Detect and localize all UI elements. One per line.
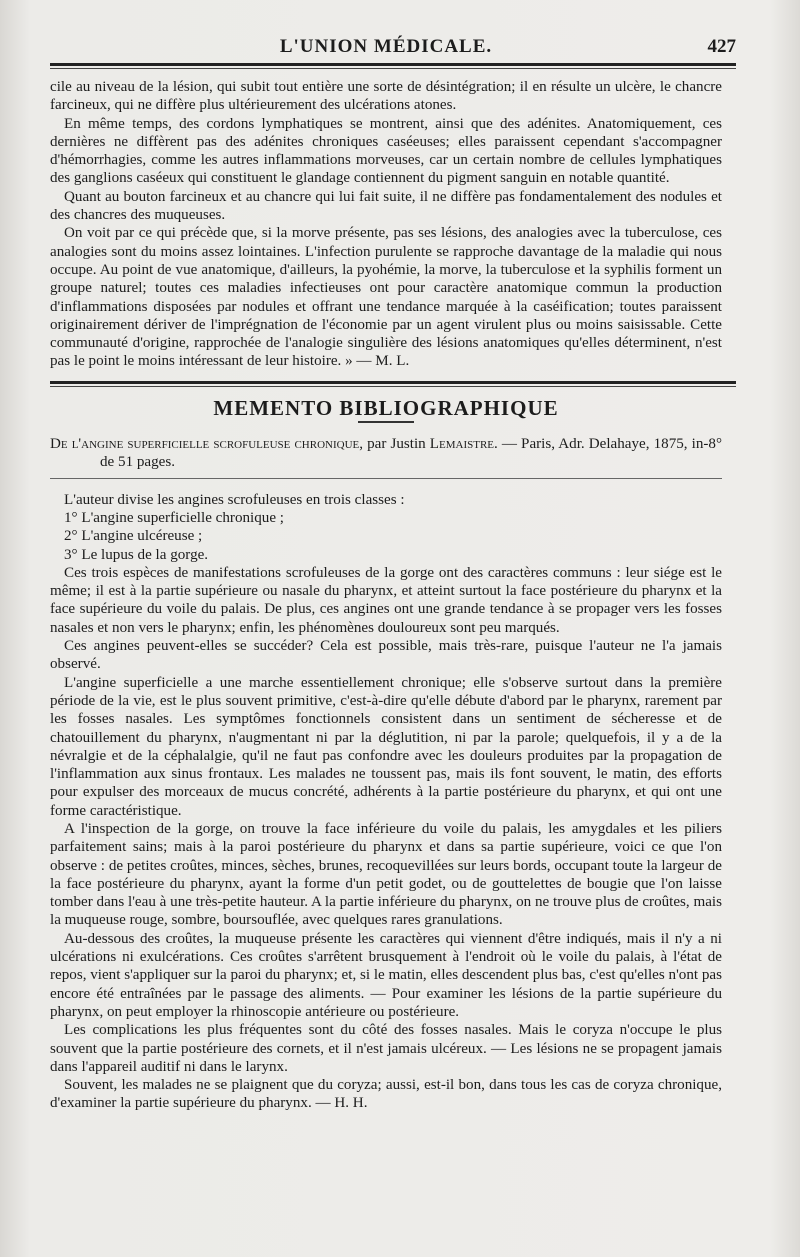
paragraph: Ces trois espèces de manifestations scrofuleuses de la gorge ont des caractères communs : leur siége est le même; il est à la partie supérieure ou nasale du pharynx, et atteint surtout la face postérieure du pharynx et la face supérieure du voile du palais. De plus, ces angines ont une grande tendance à se propager vers les fosses nasales et non vers le pharynx; enfin, les phénomènes douloureux sont peu marqués. [50, 564, 722, 636]
publisher-info: . — Paris, Adr. Delahaye, 1875, in-8° de 51 pages. [100, 436, 722, 471]
paragraph: A l'inspection de la gorge, on trouve la face inférieure du voile du palais, les amygdales et les piliers parfaitement sains; mais à la paroi postérieure du pharynx et dans sa partie supérieure, voici ce que l'on observe : de petites croûtes, minces, sèches, brunes, recoquevillées sur leurs bords, occupant toute la largeur de la face postérieure du pharynx, ayant la forme d'un petit godet, ou de gouttelettes de bougie que l'on laisse tomber dans l'eau à une très-petite hauteur. A la partie inférieure du pharynx, on ne trouve plus de croûtes, mais la muqueuse rouge, sombre, boursouflée, avec quelques rares granulations. [50, 820, 722, 929]
review-intro: L'auteur divise les angines scrofuleuses en trois classes : [64, 491, 405, 508]
paragraph: Souvent, les malades ne se plaignent que du coryza; aussi, est-il bon, dans tous les cas de coryza chronique, d'examiner la partie supérieure du pharynx. — H. H. [50, 1077, 722, 1112]
page-number: 427 [707, 36, 736, 57]
list-item: 2° L'angine ulcéreuse ; [64, 528, 203, 545]
author-name: Lemaistre [429, 436, 495, 453]
section-rule-thin [50, 386, 736, 387]
author-intro: par Justin [363, 436, 430, 453]
list-item: 3° Le lupus de la gorge. [64, 546, 209, 563]
paragraph: Ces angines peuvent-elles se succéder? Cela est possible, mais très-rare, puisque l'auteur ne l'a jamais observé. [50, 638, 722, 673]
title-underline [358, 421, 414, 423]
book-title: De l'angine superficielle scrofuleuse chronique, [50, 436, 364, 453]
header-rule-thin [50, 68, 736, 69]
paragraph: cile au niveau de la lésion, qui subit tout entière une sorte de désintégration; il en résulte un ulcère, le chancre farcineux, qui ne diffère plus ultérieurement des ulcérations atones. [50, 79, 722, 114]
paragraph: Au-dessous des croûtes, la muqueuse présente les caractères qui viennent d'être indiqués, mais il n'y a ni ulcérations ni exulcérations. Ces croûtes s'arrêtent brusquement à l'endroit où le voile du palais, à l'état de repos, vient s'appliquer sur la paroi du pharynx; et, si le matin, elles descendent plus bas, c'est qu'elles n'ont pas encore été entraînées par le passage des aliments. — Pour examiner les lésions de la partie supérieure du pharynx, on peut employer la rhinoscopie antérieure ou postérieure. [50, 930, 722, 1020]
list-item: 1° L'angine superficielle chronique ; [64, 509, 284, 526]
running-title: L'UNION MÉDICALE. [279, 36, 493, 57]
page-body [50, 62, 722, 1113]
paragraph: On voit par ce qui précède que, si la morve présente, pas ses lésions, des analogies avec la tuberculose, ces analogies sont du moins assez lointaines. L'infection purulente se rapproche davantage de la maladie qui nous occupe. Au point de vue anatomique, d'ailleurs, la pyohémie, la morve, la tuberculose et la syphilis forment un groupe naturel; toutes ces maladies infectieuses ont pour caractère anatomique commun la production d'inflammations disposées par nodules et offrant une tendance marquée à la caséification; toutes paraissent originairement dériver de l'imprégnation de l'économie par un agent virulent plus ou moins saisissable. Cette communauté d'origine, rapprochée de l'analogie singulière des lésions anatomiques qu'elles déterminent, n'est pas le point le moins intéressant de leur histoire. » — M. L. [50, 225, 722, 370]
paragraph: En même temps, des cordons lymphatiques se montrent, ainsi que des adénites. Anatomiquement, ces dernières ne diffèrent pas des adénites chroniques caséeuses; elles paraissent cependant s'accompagner d'hémorrhagies, comme les autres inflammations morveuses, car un certain nombre de cellules lymphatiques des ganglions caséeux qui constituent le glandage contiennent du pigment sanguin en notable quantité. [50, 115, 722, 187]
section-title: MEMENTO BIBLIOGRAPHIQUE [213, 395, 559, 420]
paragraph: Quant au bouton farcineux et au chancre qui lui fait suite, il ne diffère pas fondamentalement des nodules et des chancres des muqueuses. [50, 188, 722, 224]
entry-rule [50, 478, 722, 479]
section-rule [50, 381, 736, 384]
paragraph: Les complications les plus fréquentes sont du côté des fosses nasales. Mais le coryza n'occupe le plus souvent que la partie postérieure des cornets, et il n'est jamais ulcéreux. — Les lésions ne se propagent jamais dans l'appareil auditif ni dans le larynx. [50, 1022, 722, 1075]
bibliographic-entry [50, 435, 722, 472]
paragraph: L'angine superficielle a une marche essentiellement chronique; elle s'observe surtout dans la première période de la vie, est le plus souvent primitive, c'est-à-dire qu'elle débute d'abord par le pharynx, rarement par les fosses nasales. Les symptômes fonctionnels consistent dans un sentiment de sécheresse et de chatouillement du pharynx, n'augmentant ni par la déglutition, ni par la parole; quelquefois, il y a de la névralgie et de la céphalalgie, qu'il ne faut pas confondre avec les douleurs produites par la propagation de l'inflammation aux sinus frontaux. Les malades ne toussent pas, mais ils font souvent, le matin, des efforts pour expulser des morceaux de mucus concrété, adhérents à la partie postérieure du pharynx, et qui ont une forme caractéristique. [50, 674, 722, 819]
page-header [50, 0, 736, 62]
header-rule [50, 63, 736, 66]
